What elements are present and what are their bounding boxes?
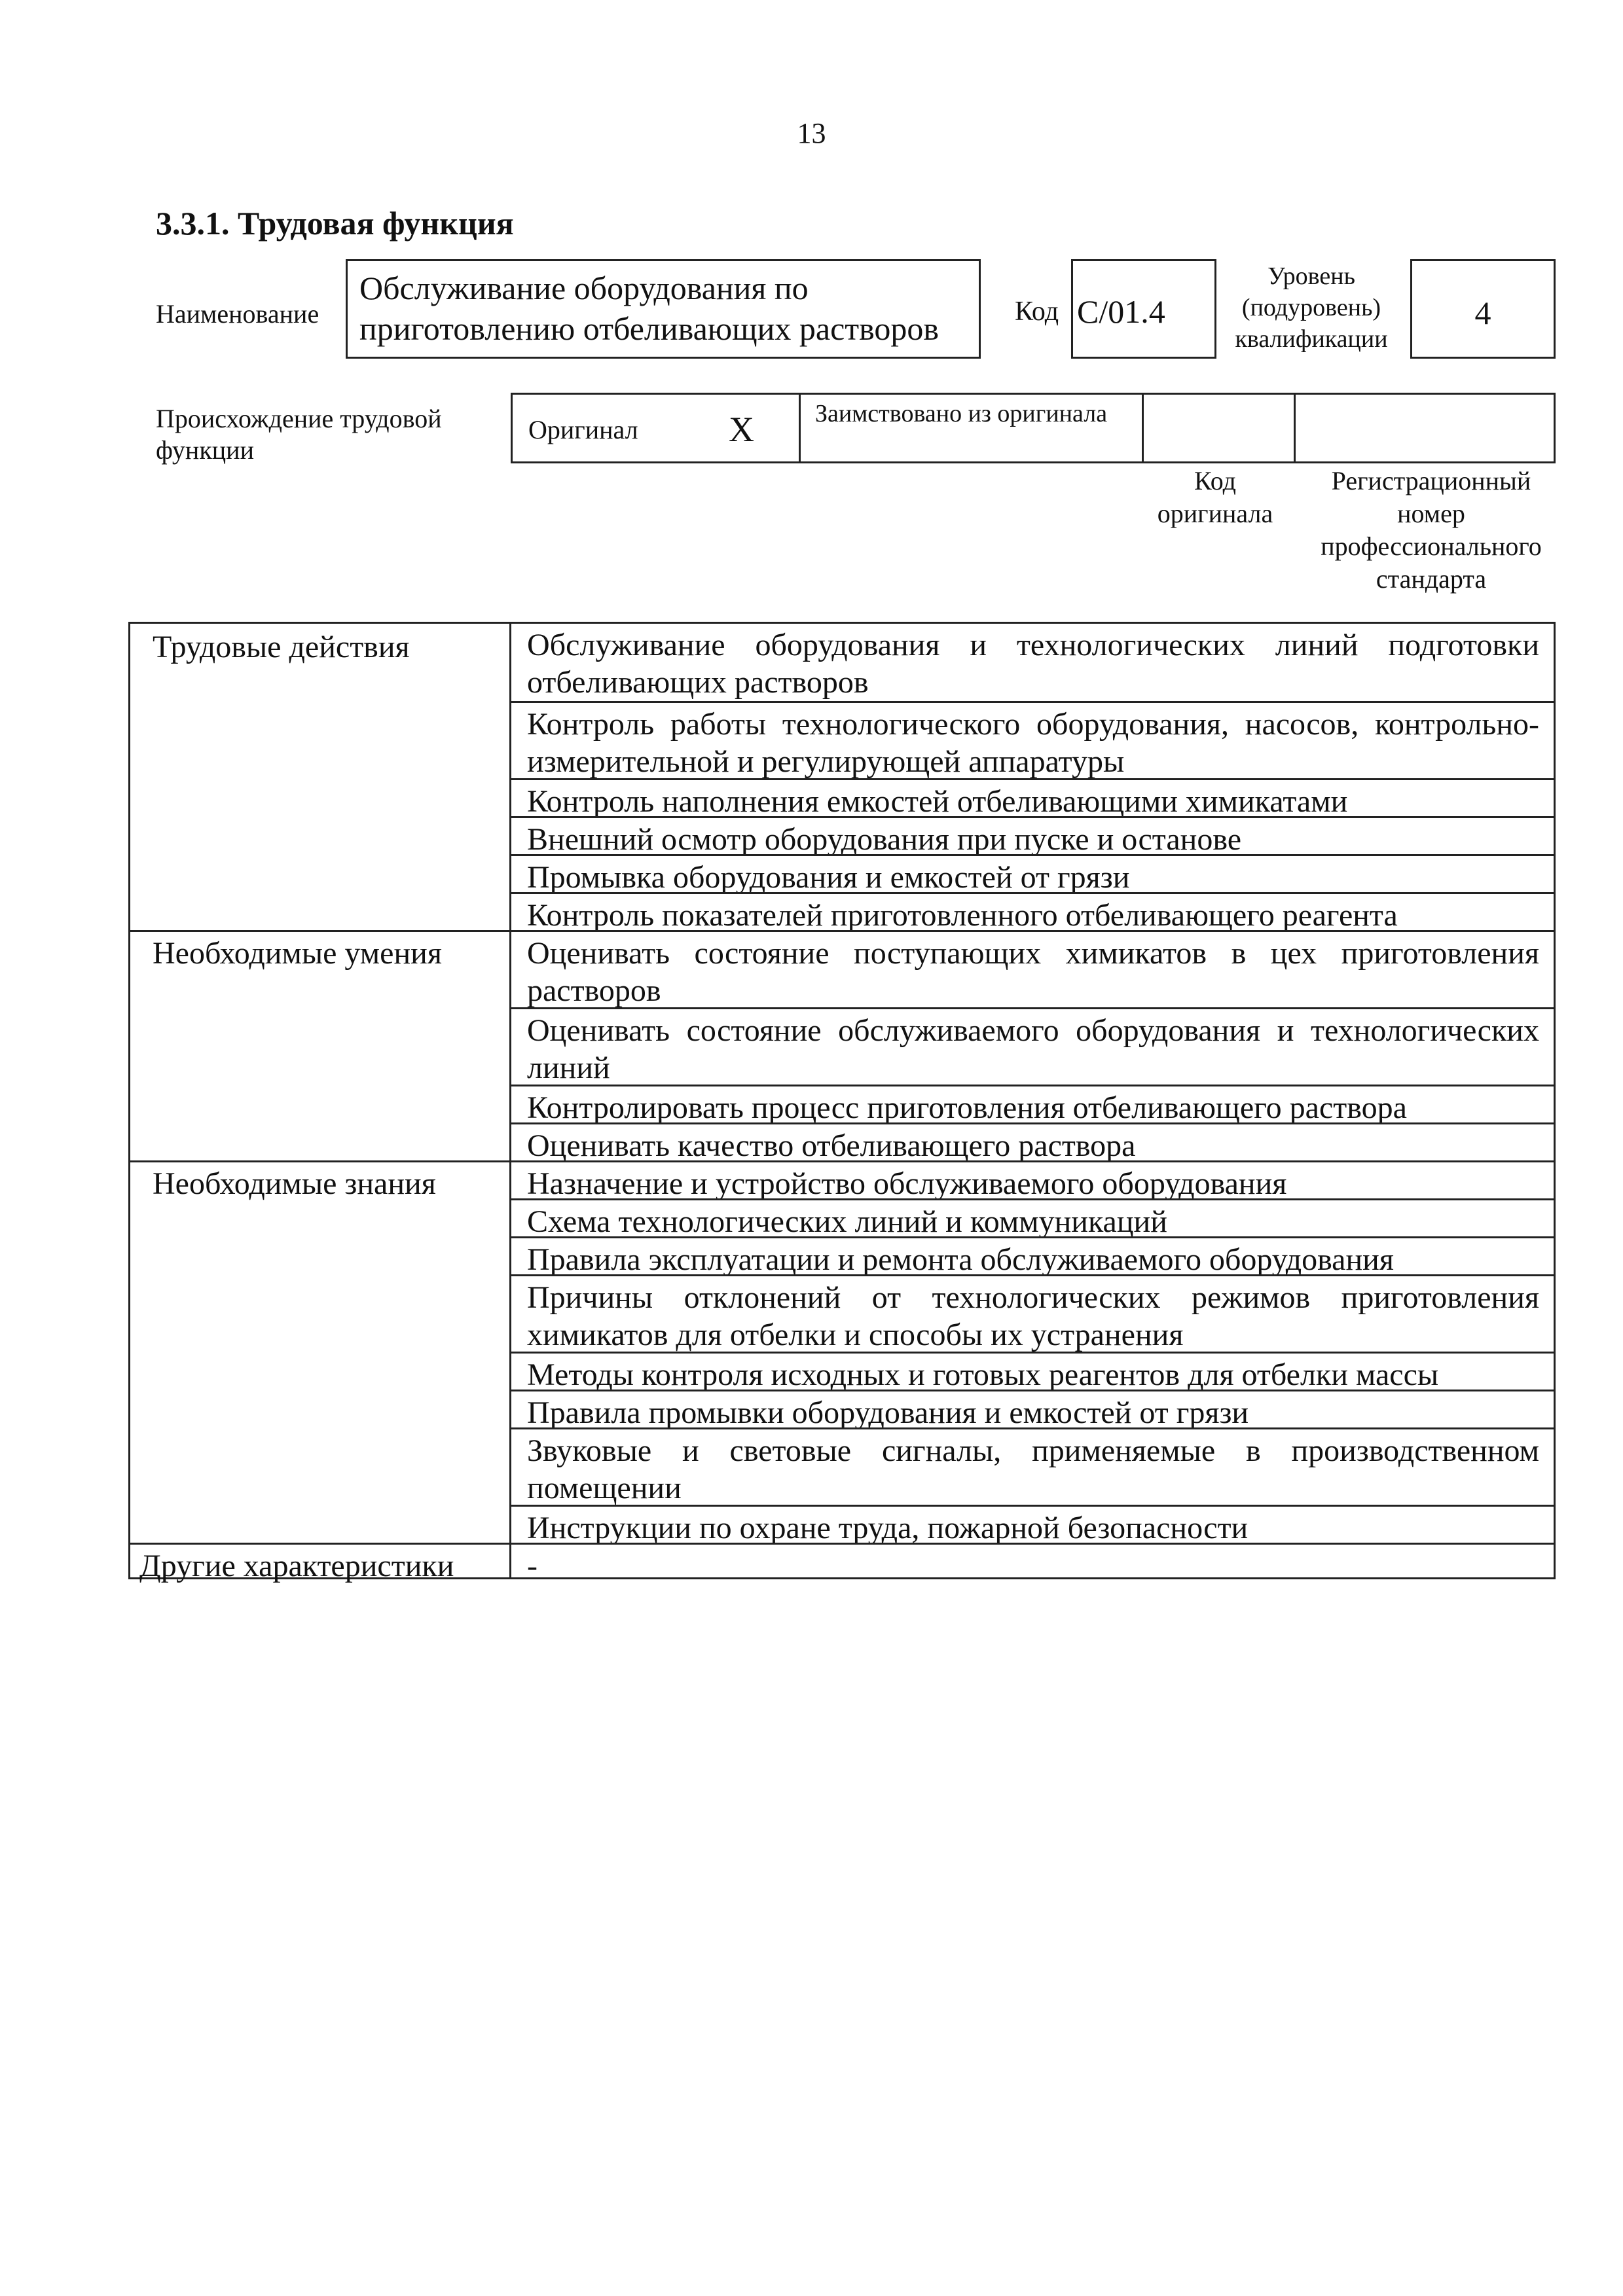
table-row: Звуковые и световые сигналы, применяемые в производственном помещении [511, 1427, 1554, 1505]
code-label: Код [1015, 296, 1059, 327]
table-row: Оценивать состояние поступающих химикатов в цех приготовления растворов [511, 930, 1554, 1007]
table-row: Методы контроля исходных и готовых реагентов для отбелки массы [511, 1352, 1554, 1390]
function-name-label: Наименование [156, 299, 319, 329]
section-title: 3.3.1. Трудовая функция [156, 205, 514, 242]
original-label: Оригинал [528, 415, 638, 444]
qualification-level-value: 4 [1410, 259, 1556, 359]
section-label-other: Другие характеристики [130, 1543, 511, 1577]
origin-label: Происхождение трудовой функции [156, 404, 442, 465]
section-label-labor-actions: Трудовые действия [130, 624, 511, 930]
table-row: Промывка оборудования и емкостей от грязи [511, 854, 1554, 892]
table-row: Инструкции по охране труда, пожарной безопасности [511, 1505, 1554, 1543]
table-row: Назначение и устройство обслуживаемого оборудования [511, 1160, 1554, 1198]
table-row: Схема технологических линий и коммуникаций [511, 1198, 1554, 1236]
table-row: - [511, 1543, 1554, 1577]
origin-table [511, 393, 1556, 463]
table-row: Причины отклонений от технологических режимов приготовления химикатов для отбелки и способы их устранения [511, 1274, 1554, 1352]
table-row: Внешний осмотр оборудования при пуске и останове [511, 816, 1554, 854]
table-row: Правила эксплуатации и ремонта обслуживаемого оборудования [511, 1236, 1554, 1274]
function-details-table [128, 622, 1556, 1583]
code-value: C/01.4 [1071, 259, 1216, 359]
table-row: Контроль наполнения емкостей отбеливающими химикатами [511, 778, 1554, 816]
table-row: Оценивать качество отбеливающего раствора [511, 1122, 1554, 1160]
section-label-knowledge: Необходимые знания [130, 1160, 511, 1543]
code-original-caption: Код оригинала [1157, 466, 1273, 528]
table-row: Контроль показателей приготовленного отбеливающего реагента [511, 892, 1554, 930]
function-name-value: Обслуживание оборудования по приготовлению отбеливающих растворов [346, 259, 981, 359]
borrowed-label: Заимствовано из оригинала [815, 400, 1108, 427]
qualification-level-label: Уровень (подуровень) квалификации [1235, 262, 1388, 353]
origin-code-cell [1144, 395, 1296, 461]
table-row: Правила промывки оборудования и емкостей от грязи [511, 1390, 1554, 1427]
table-row: Контролировать процесс приготовления отбеливающего раствора [511, 1085, 1554, 1122]
page-number: 13 [797, 117, 826, 149]
table-row: Оценивать состояние обслуживаемого оборудования и технологических линий [511, 1007, 1554, 1085]
table-row: Контроль работы технологического оборудования, насосов, контрольно-измерительной и регулирующей аппаратуры [511, 701, 1554, 778]
reg-number-caption: Регистрационный номер профессионального стандарта [1321, 466, 1542, 594]
table-row: Обслуживание оборудования и технологических линий подготовки отбеливающих растворов [527, 628, 1539, 700]
section-label-skills: Необходимые умения [130, 930, 511, 1160]
origin-reg-number-cell [1296, 395, 1554, 461]
origin-borrowed-cell [801, 395, 1144, 461]
origin-original-cell [513, 395, 801, 461]
original-mark: X [729, 410, 754, 449]
